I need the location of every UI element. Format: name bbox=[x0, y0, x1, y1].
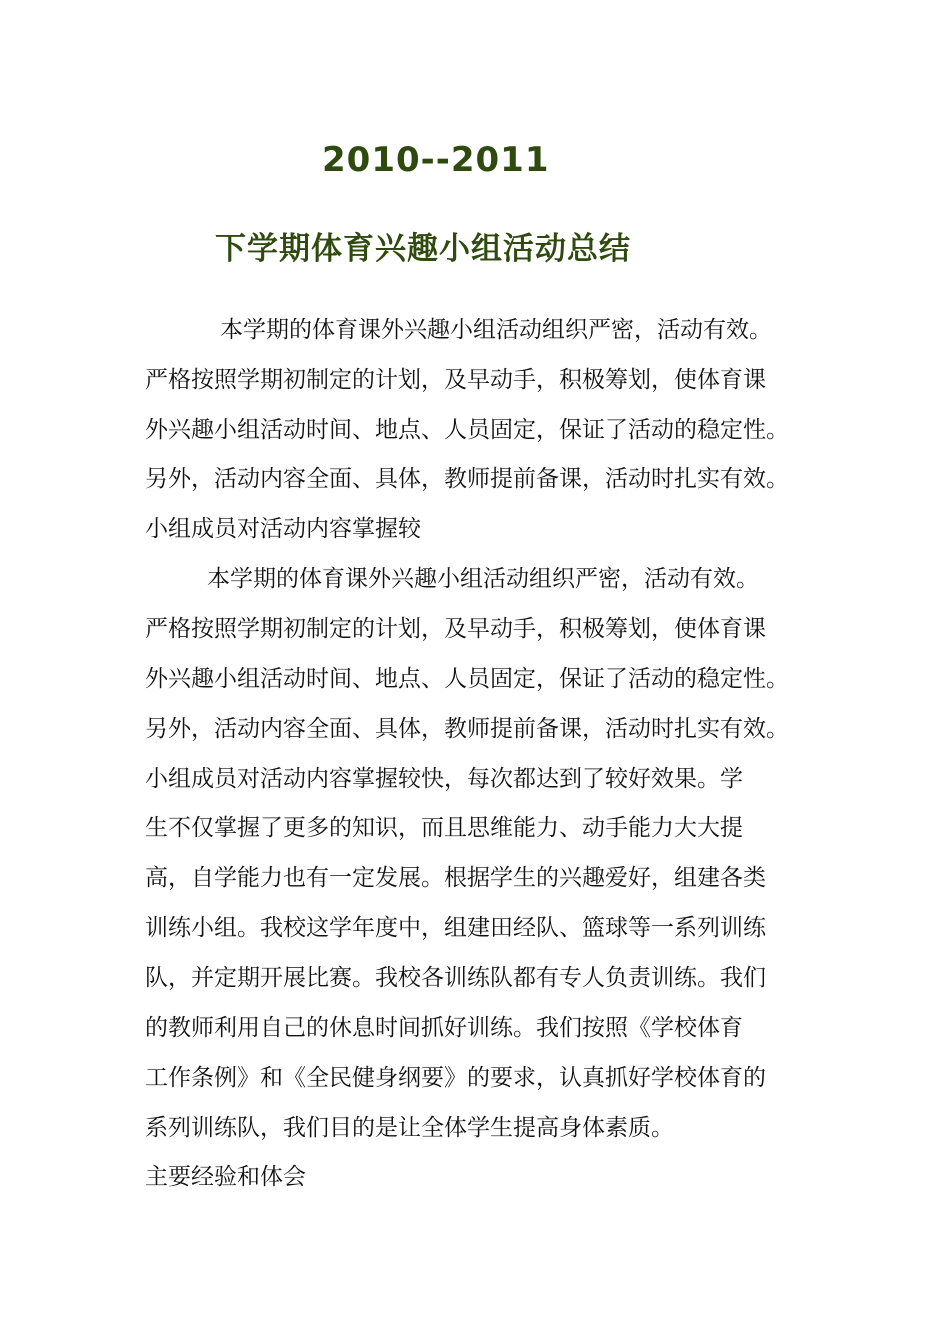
paragraph-2-line-11: 工作条例》和《全民健身纲要》的要求，认真抓好学校体育的 bbox=[145, 1065, 766, 1091]
paragraph-2-line-4: 另外，活动内容全面、具体，教师提前备课，活动时扎实有效。 bbox=[145, 716, 789, 742]
paragraph-2-line-2: 严格按照学期初制定的计划，及早动手，积极筹划，使体育课 bbox=[145, 616, 766, 642]
section-heading-experience: 主要经验和体会 bbox=[145, 1164, 306, 1190]
paragraph-2-line-6: 生不仅掌握了更多的知识，而且思维能力、动手能力大大提 bbox=[145, 815, 743, 841]
paragraph-1-line-4: 另外，活动内容全面、具体，教师提前备课，活动时扎实有效。 bbox=[145, 466, 789, 492]
paragraph-2-line-5: 小组成员对活动内容掌握较快，每次都达到了较好效果。学 bbox=[145, 766, 743, 792]
paragraph-2-line-12: 系列训练队，我们目的是让全体学生提高身体素质。 bbox=[145, 1115, 674, 1141]
paragraph-2-line-8: 训练小组。我校这学年度中，组建田经队、篮球等一系列训练 bbox=[145, 915, 766, 941]
paragraph-2-line-7: 高，自学能力也有一定发展。根据学生的兴趣爱好，组建各类 bbox=[145, 865, 766, 891]
paragraph-2-line-3: 外兴趣小组活动时间、地点、人员固定，保证了活动的稳定性。 bbox=[145, 666, 789, 692]
document-title: 下学期体育兴趣小组活动总结 bbox=[215, 231, 631, 267]
document-title-year: 2010--2011 bbox=[322, 140, 550, 180]
paragraph-2-line-1: 本学期的体育课外兴趣小组活动组织严密，活动有效。 bbox=[207, 566, 759, 592]
paragraph-1-line-2: 严格按照学期初制定的计划，及早动手，积极筹划，使体育课 bbox=[145, 367, 766, 393]
paragraph-1-line-5: 小组成员对活动内容掌握较 bbox=[145, 516, 421, 542]
paragraph-1-line-1: 本学期的体育课外兴趣小组活动组织严密，活动有效。 bbox=[220, 317, 772, 343]
paragraph-1-line-3: 外兴趣小组活动时间、地点、人员固定，保证了活动的稳定性。 bbox=[145, 417, 789, 443]
paragraph-2-line-10: 的教师利用自己的休息时间抓好训练。我们按照《学校体育 bbox=[145, 1015, 743, 1041]
paragraph-2-line-9: 队，并定期开展比赛。我校各训练队都有专人负责训练。我们 bbox=[145, 965, 766, 991]
